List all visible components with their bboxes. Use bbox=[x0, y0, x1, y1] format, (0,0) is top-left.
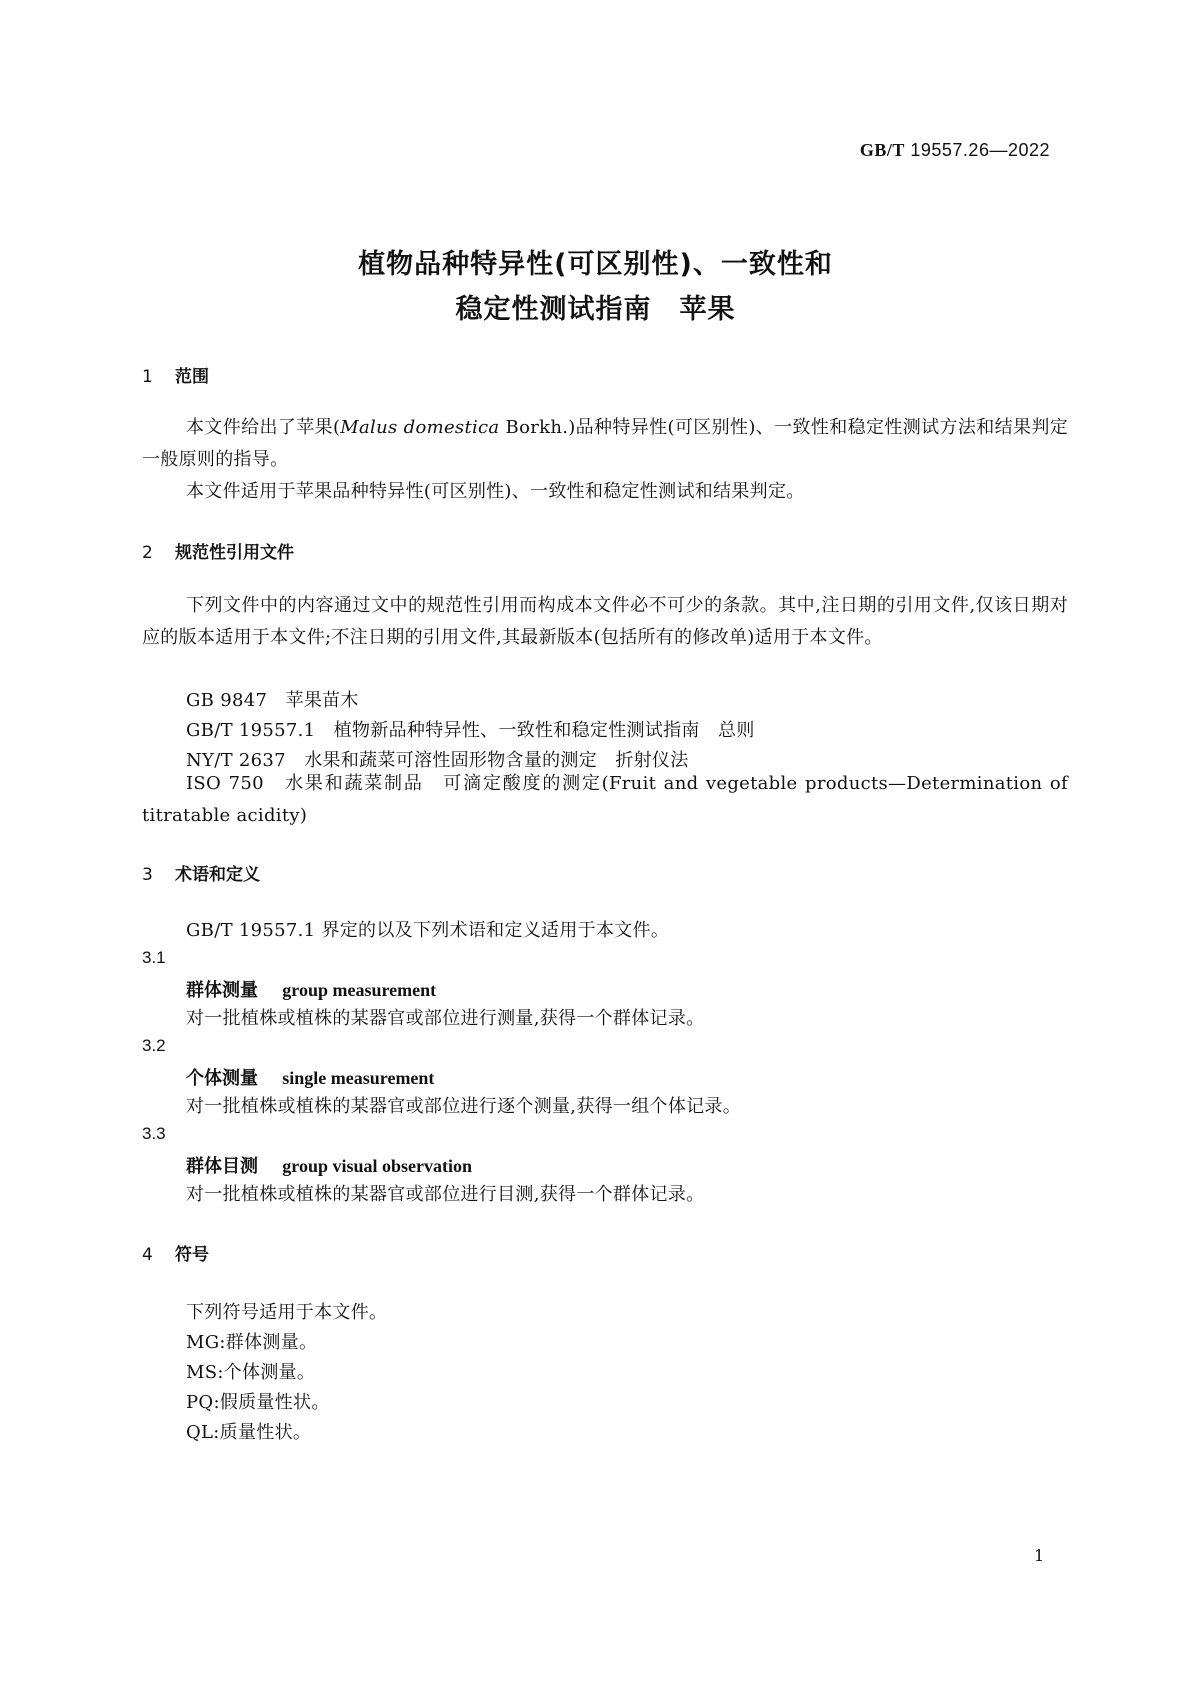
section-1-paragraph-2: 本文件适用于苹果品种特异性(可区别性)、一致性和稳定性测试和结果判定。 bbox=[186, 481, 805, 502]
reference-item: GB 9847 苹果苗木 bbox=[186, 690, 359, 711]
term-definition: 对一批植株或植株的某器官或部位进行目测,获得一个群体记录。 bbox=[186, 1184, 705, 1205]
term-number: 3.1 bbox=[142, 948, 166, 967]
section-1-heading: 1 范围 bbox=[142, 367, 209, 387]
term-number: 3.2 bbox=[142, 1036, 166, 1055]
section-4-intro: 下列符号适用于本文件。 bbox=[186, 1302, 388, 1323]
term-definition: 对一批植株或植株的某器官或部位进行测量,获得一个群体记录。 bbox=[186, 1008, 705, 1029]
section-3-intro: GB/T 19557.1 界定的以及下列术语和定义适用于本文件。 bbox=[186, 920, 670, 941]
term-number: 3.3 bbox=[142, 1124, 166, 1143]
term-name: 群体测量 group measurement bbox=[186, 980, 437, 1001]
document-title bbox=[0, 242, 1191, 332]
section-2-heading: 2 规范性引用文件 bbox=[142, 543, 294, 563]
symbol-item: PQ:假质量性状。 bbox=[186, 1392, 330, 1413]
reference-item-iso: ISO 750 水果和蔬菜制品 可滴定酸度的测定(Fruit and vegetable products—Determination of titratable acidity) bbox=[142, 773, 1068, 826]
term-definition: 对一批植株或植株的某器官或部位进行逐个测量,获得一组个体记录。 bbox=[186, 1096, 742, 1117]
page-number: 1 bbox=[1034, 1546, 1045, 1565]
section-3-heading: 3 术语和定义 bbox=[142, 865, 260, 885]
symbol-item: QL:质量性状。 bbox=[186, 1422, 312, 1443]
title-line-1: 植物品种特异性(可区别性)、一致性和 bbox=[358, 249, 833, 280]
section-4-heading: 4 符号 bbox=[142, 1245, 209, 1265]
reference-item: NY/T 2637 水果和蔬菜可溶性固形物含量的测定 折射仪法 bbox=[186, 750, 689, 771]
section-1-paragraph-1: 本文件给出了苹果(Malus domestica Borkh.)品种特异性(可区别性)、一致性和稳定性测试方法和结果判定一般原则的指导。 bbox=[142, 417, 1068, 470]
reference-item: GB/T 19557.1 植物新品种特异性、一致性和稳定性测试指南 总则 bbox=[186, 720, 755, 741]
term-name: 个体测量 single measurement bbox=[186, 1068, 435, 1089]
symbol-item: MS:个体测量。 bbox=[186, 1362, 316, 1383]
term-name: 群体目测 group visual observation bbox=[186, 1156, 472, 1177]
symbol-item: MG:群体测量。 bbox=[186, 1332, 318, 1353]
document-id: GB/T 19557.26—2022 bbox=[859, 140, 1050, 160]
title-line-2: 稳定性测试指南 苹果 bbox=[455, 294, 736, 325]
section-2-intro: 下列文件中的内容通过文中的规范性引用而构成本文件必不可少的条款。其中,注日期的引用文件,仅该日期对应的版本适用于本文件;不注日期的引用文件,其最新版本(包括所有的修改单)适用于本文件。 bbox=[142, 595, 1068, 648]
